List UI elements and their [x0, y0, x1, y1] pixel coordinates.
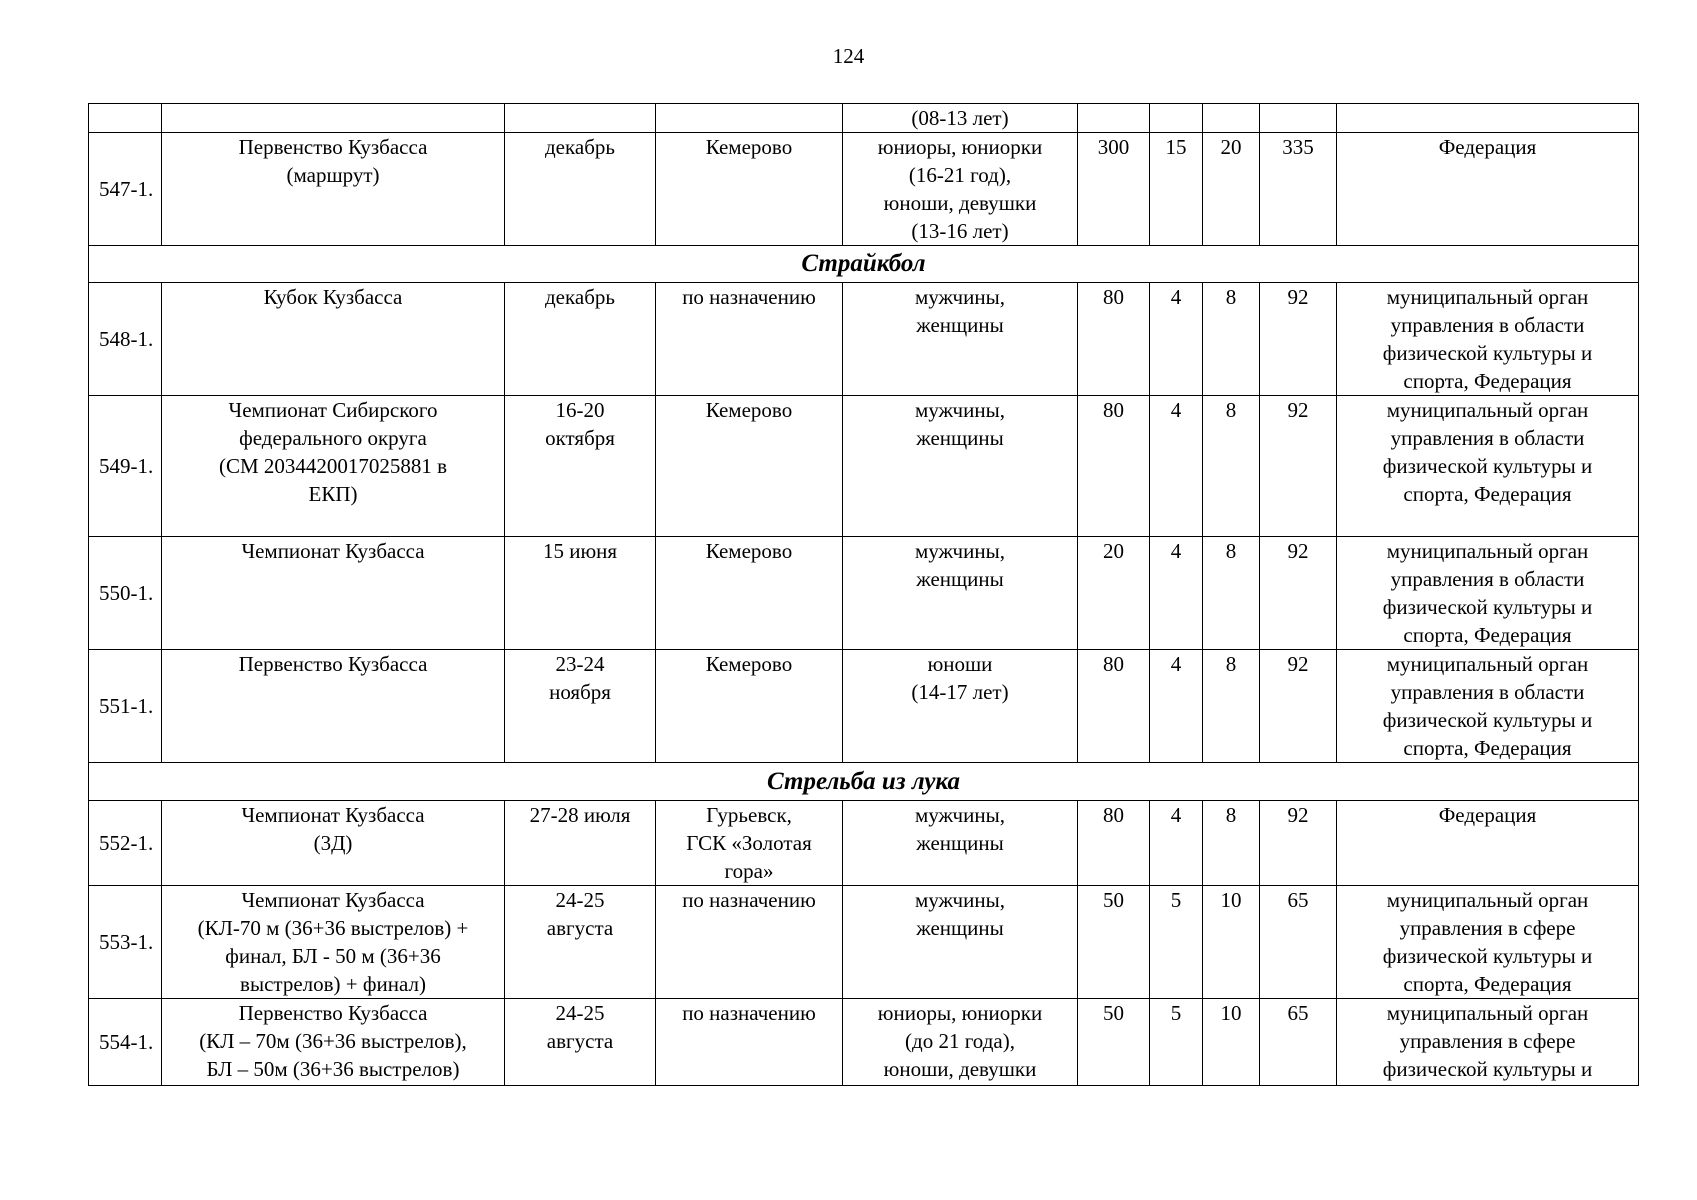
cell-participants: мужчины, женщины [843, 283, 1078, 396]
cell-org: муниципальный орган управления в области физической культуры и спорта, Федерация [1337, 650, 1639, 763]
cell-org: муниципальный орган управления в сфере физической культуры и спорта, Федерация [1337, 886, 1639, 999]
cell-c3: 10 [1203, 886, 1260, 999]
cell-c3: 8 [1203, 283, 1260, 396]
cell-participants: мужчины, женщины [843, 886, 1078, 999]
cell-place [656, 104, 843, 133]
cell-date: 23-24 ноября [505, 650, 656, 763]
cell-place: Гурьевск, ГСК «Золотая гора» [656, 801, 843, 886]
section-row [89, 763, 1639, 801]
cell-c4: 92 [1260, 801, 1337, 886]
cell-c3: 8 [1203, 650, 1260, 763]
cell-c3: 8 [1203, 396, 1260, 537]
page-number: 124 [832, 44, 865, 68]
cell-c2: 5 [1150, 999, 1203, 1086]
table-row [89, 537, 1639, 650]
cell-c4: 92 [1260, 537, 1337, 650]
cell-c4: 92 [1260, 283, 1337, 396]
cell-c1: 50 [1078, 999, 1150, 1086]
cell-c1: 80 [1078, 283, 1150, 396]
cell-num: 551-1. [89, 650, 162, 763]
cell-c3 [1203, 104, 1260, 133]
table-row [89, 650, 1639, 763]
cell-c4: 92 [1260, 396, 1337, 537]
table-row [89, 999, 1639, 1086]
cell-num: 548-1. [89, 283, 162, 396]
cell-place: по назначению [656, 886, 843, 999]
cell-participants: (08-13 лет) [843, 104, 1078, 133]
cell-org: муниципальный орган управления в области физической культуры и спорта, Федерация [1337, 283, 1639, 396]
cell-c3: 10 [1203, 999, 1260, 1086]
table-row [89, 886, 1639, 999]
cell-date: 24-25 августа [505, 886, 656, 999]
cell-name: Чемпионат Сибирского федерального округа (СМ 2034420017025881 в ЕКП) [162, 396, 505, 537]
section-title: Стрельба из лука [89, 763, 1639, 801]
cell-c4: 335 [1260, 133, 1337, 246]
cell-participants: мужчины, женщины [843, 396, 1078, 537]
cell-c1: 50 [1078, 886, 1150, 999]
cell-participants: юноши (14-17 лет) [843, 650, 1078, 763]
cell-c2: 4 [1150, 650, 1203, 763]
cell-place: по назначению [656, 283, 843, 396]
cell-name: Чемпионат Кузбасса [162, 537, 505, 650]
section-row [89, 246, 1639, 283]
cell-date: 24-25 августа [505, 999, 656, 1086]
cell-org: Федерация [1337, 801, 1639, 886]
cell-name: Первенство Кузбасса (маршрут) [162, 133, 505, 246]
cell-c1 [1078, 104, 1150, 133]
cell-org: Федерация [1337, 133, 1639, 246]
cell-date: декабрь [505, 133, 656, 246]
cell-place: Кемерово [656, 650, 843, 763]
cell-c3: 8 [1203, 537, 1260, 650]
cell-c4: 65 [1260, 999, 1337, 1086]
cell-c2: 4 [1150, 396, 1203, 537]
table-row [89, 801, 1639, 886]
cell-c2: 4 [1150, 801, 1203, 886]
cell-name: Первенство Кузбасса [162, 650, 505, 763]
cell-place: Кемерово [656, 133, 843, 246]
cell-num [89, 104, 162, 133]
cell-c4: 92 [1260, 650, 1337, 763]
cell-name: Чемпионат Кузбасса (3Д) [162, 801, 505, 886]
cell-c4: 65 [1260, 886, 1337, 999]
cell-place: по назначению [656, 999, 843, 1086]
table-row [89, 396, 1639, 537]
cell-c3: 8 [1203, 801, 1260, 886]
cell-org: муниципальный орган управления в области физической культуры и спорта, Федерация [1337, 537, 1639, 650]
cell-c1: 20 [1078, 537, 1150, 650]
cell-org: муниципальный орган управления в сфере физической культуры и [1337, 999, 1639, 1086]
cell-c2: 5 [1150, 886, 1203, 999]
cell-num: 547-1. [89, 133, 162, 246]
cell-date: 16-20 октября [505, 396, 656, 537]
cell-name [162, 104, 505, 133]
cell-num: 549-1. [89, 396, 162, 537]
cell-name: Чемпионат Кузбасса (КЛ-70 м (36+36 выстрелов) + финал, БЛ - 50 м (36+36 выстрелов) + финал) [162, 886, 505, 999]
table-row [89, 283, 1639, 396]
cell-date: 15 июня [505, 537, 656, 650]
cell-c1: 80 [1078, 396, 1150, 537]
cell-date [505, 104, 656, 133]
cell-num: 553-1. [89, 886, 162, 999]
cell-c2 [1150, 104, 1203, 133]
cell-c4 [1260, 104, 1337, 133]
cell-c2: 15 [1150, 133, 1203, 246]
cell-org: муниципальный орган управления в области физической культуры и спорта, Федерация [1337, 396, 1639, 537]
cell-c2: 4 [1150, 283, 1203, 396]
cell-num: 550-1. [89, 537, 162, 650]
cell-date: декабрь [505, 283, 656, 396]
cell-c1: 80 [1078, 801, 1150, 886]
cell-c3: 20 [1203, 133, 1260, 246]
table-row-continuation [89, 104, 1639, 133]
cell-name: Кубок Кузбасса [162, 283, 505, 396]
cell-participants: юниоры, юниорки (до 21 года), юноши, девушки [843, 999, 1078, 1086]
cell-c1: 300 [1078, 133, 1150, 246]
cell-place: Кемерово [656, 537, 843, 650]
cell-num: 554-1. [89, 999, 162, 1086]
cell-c2: 4 [1150, 537, 1203, 650]
cell-participants: юниоры, юниорки (16-21 год), юноши, девушки (13-16 лет) [843, 133, 1078, 246]
cell-org [1337, 104, 1639, 133]
cell-name: Первенство Кузбасса (КЛ – 70м (36+36 выстрелов), БЛ – 50м (36+36 выстрелов) [162, 999, 505, 1086]
cell-c1: 80 [1078, 650, 1150, 763]
cell-date: 27-28 июля [505, 801, 656, 886]
section-title: Страйкбол [89, 246, 1639, 283]
cell-num: 552-1. [89, 801, 162, 886]
cell-place: Кемерово [656, 396, 843, 537]
table-row [89, 133, 1639, 246]
cell-participants: мужчины, женщины [843, 537, 1078, 650]
cell-participants: мужчины, женщины [843, 801, 1078, 886]
events-table [88, 103, 1639, 1086]
